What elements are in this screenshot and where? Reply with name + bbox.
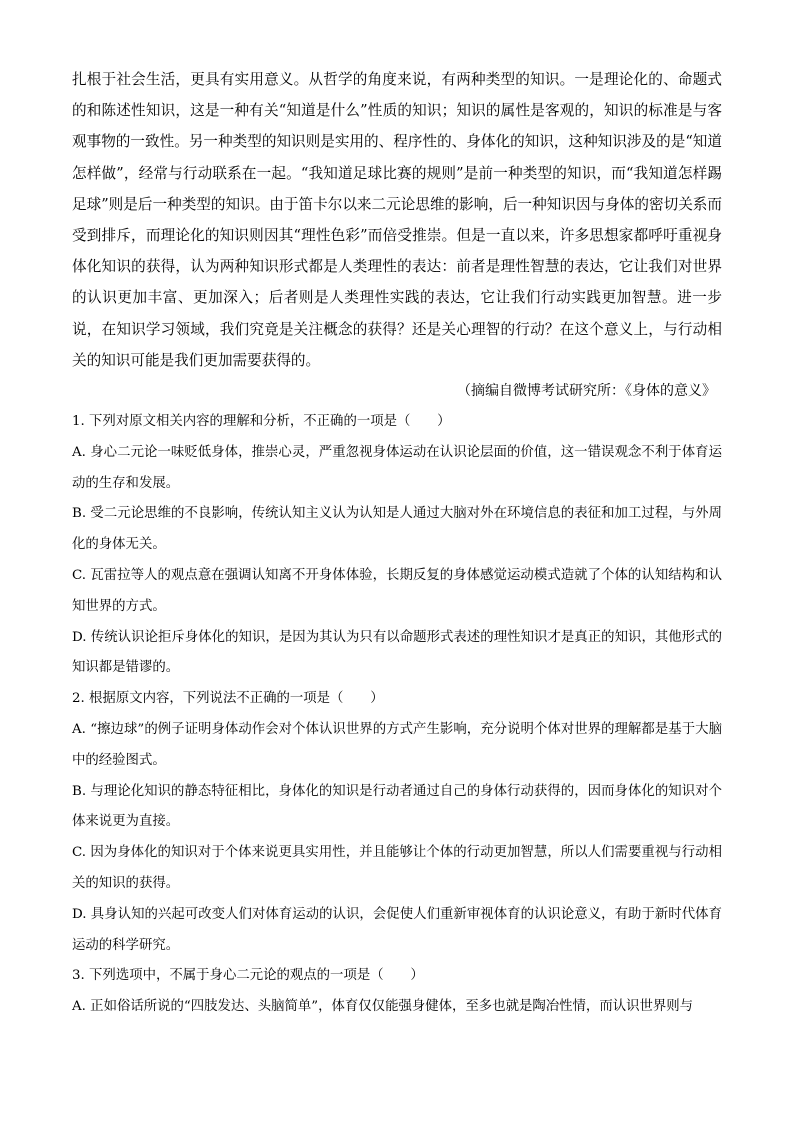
option-a: A. 身心二元论一味贬低身体，推崇心灵，严重忽视身体运动在认识论层面的价值，这一错误观念不利于体育运动的生存和发展。	[72, 444, 722, 491]
option-b: B. 与理论化知识的静态特征相比，身体化的知识是行动者通过自己的身体行动获得的，因而身体化的知识对个体来说更为直接。	[72, 783, 722, 830]
option-a: A. 正如俗话所说的“四肢发达、头脑简单”，体育仅仅能强身健体，至多也就是陶冶性情，而认识世界则与	[72, 999, 694, 1015]
passage-paragraph: 扎根于社会生活，更具有实用意义。从哲学的角度来说，有两种类型的知识。一是理论化的、命题式的和陈述性知识，这是一种有关“知道是什么”性质的知识；知识的属性是客观的，知识的标准是与客观事物的一致性。另一种类型的知识则是实用的、程序性的、身体化的知识，这种知识涉及的是“知道怎样做”，经常与行动联系在一起。“我知道足球比赛的规则”是前一种类型的知识，而“我知道怎样踢足球”则是后一种类型的知识。由于笛卡尔以来二元论思维的影响，后一种知识因与身体的密切关系而受到排斥，而理论化的知识则因其“理性色彩”而倍受推崇。但是一直以来，许多思想家都呼吁重视身体化知识的获得，认为两种知识形式都是人类理性的表达：前者是理性智慧的表达，它让我们对世界的认识更加丰富、更加深入；后者则是人类理性实践的表达，它让我们行动实践更加智慧。进一步说，在知识学习领域，我们究竟是关注概念的获得？还是关心理智的行动？在这个意义上，与行动相关的知识可能是我们更加需要获得的。	[72, 71, 722, 369]
question-1	[72, 407, 722, 684]
option-d: D. 传统认识论拒斥身体化的知识，是因为其认为只有以命题形式表述的理性知识才是真正的知识，其他形式的知识都是错谬的。	[72, 629, 722, 676]
option-a: A. “擦边球”的例子证明身体动作会对个体认识世界的方式产生影响，充分说明个体对世界的理解都是基于大脑中的经验图式。	[72, 722, 722, 768]
option-d: D. 具身认知的兴起可改变人们对体育运动的认识，会促使人们重新审视体育的认识论意义，有助于新时代体育运动的科学研究。	[72, 906, 722, 953]
question-3	[72, 961, 722, 1023]
document-page	[72, 64, 722, 1023]
question-2	[72, 684, 722, 961]
question-stem: 2. 根据原文内容，下列说法不正确的一项是（ ）	[72, 691, 384, 707]
option-c: C. 因为身体化的知识对于个体来说更具实用性，并且能够让个体的行动更加智慧，所以人们需要重视与行动相关的知识的获得。	[72, 845, 722, 891]
passage-source: （摘编自微博考试研究所：《身体的意义》	[457, 383, 716, 400]
option-b: B. 受二元论思维的不良影响，传统认知主义认为认知是人通过大脑对外在环境信息的表征和加工过程，与外周化的身体无关。	[72, 506, 722, 553]
option-c: C. 瓦雷拉等人的观点意在强调认知离不开身体体验，长期反复的身体感觉运动模式造就了个体的认知结构和认知世界的方式。	[72, 568, 722, 614]
question-stem: 3. 下列选项中，不属于身心二元论的观点的一项是（ ）	[72, 968, 424, 984]
question-stem: 1. 下列对原文相关内容的理解和分析，不正确的一项是（ ）	[72, 414, 451, 430]
